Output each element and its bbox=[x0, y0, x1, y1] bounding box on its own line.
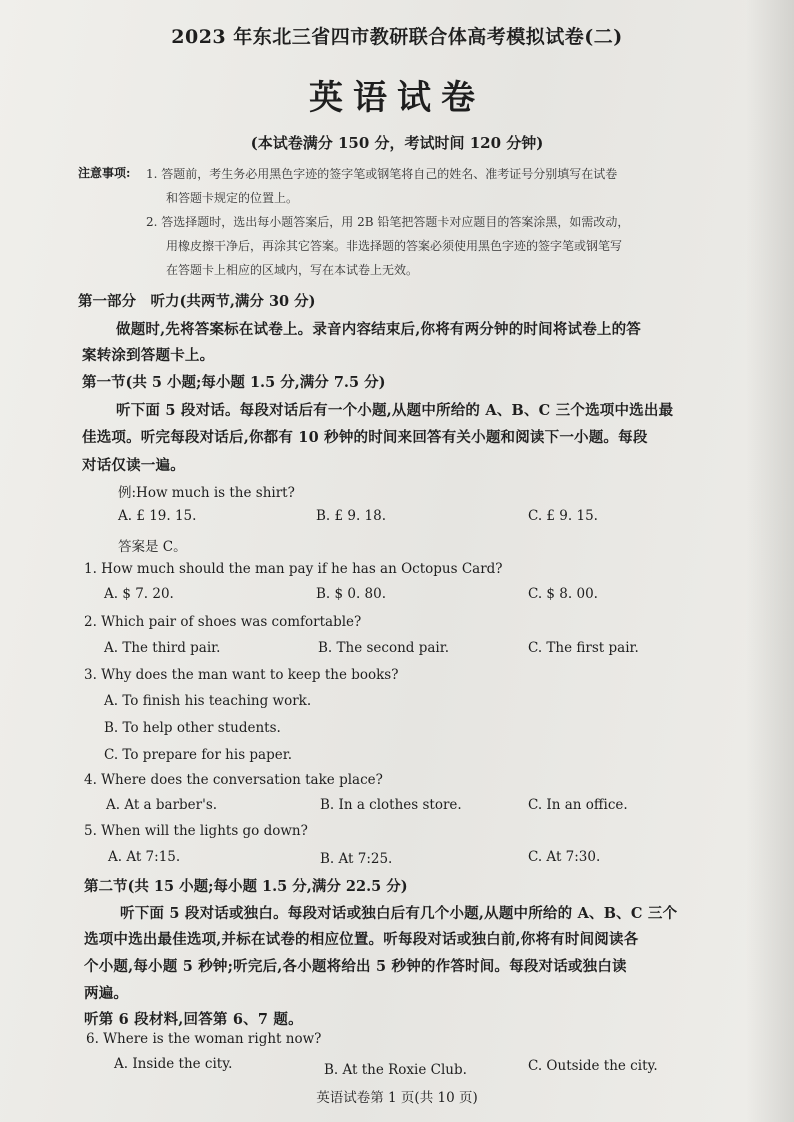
question-3: 3. Why does the man want to keep the books? bbox=[84, 667, 399, 683]
q6-option-a: A. Inside the city. bbox=[114, 1056, 233, 1072]
q5-option-a: A. At 7:15. bbox=[108, 849, 181, 865]
question-4: 4. Where does the conversation take place? bbox=[84, 772, 383, 788]
q2-option-a: A. The third pair. bbox=[104, 640, 221, 656]
notice-item2-line3: 在答题卡上相应的区域内，写在本试卷上无效。 bbox=[166, 263, 419, 277]
part1-intro-line1: 做题时,先将答案标在试卷上。录音内容结束后,你将有两分钟的时间将试卷上的答 bbox=[116, 321, 641, 338]
notice-item2-line2: 用橡皮擦干净后，再涂其它答案。非选择题的答案必须使用黑色字迹的签字笔或钢笔写 bbox=[166, 239, 623, 253]
q5-option-c: C. At 7:30. bbox=[528, 849, 601, 865]
section1-intro-line2: 佳选项。听完每段对话后,你都有 10 秒钟的时间来回答有关小题和阅读下一小题。每段 bbox=[82, 429, 648, 446]
part1-heading: 第一部分 听力(共两节,满分 30 分) bbox=[78, 293, 316, 310]
exam-info: (本试卷满分 150 分，考试时间 120 分钟) bbox=[250, 134, 544, 152]
example-option-b: B. £ 9. 18. bbox=[316, 508, 387, 524]
q3-option-a: A. To finish his teaching work. bbox=[104, 693, 312, 709]
section1-heading: 第一节(共 5 小题;每小题 1.5 分,满分 7.5 分) bbox=[82, 374, 386, 391]
section2-intro-line2: 选项中选出最佳选项,并标在试卷的相应位置。听每段对话或独白前,你将有时间阅读各 bbox=[84, 931, 639, 948]
example-option-c: C. £ 9. 15. bbox=[528, 508, 598, 524]
q4-option-a: A. At a barber's. bbox=[106, 797, 218, 813]
exam-title: 2023 年东北三省四市教研联合体高考模拟试卷(二) bbox=[171, 26, 623, 48]
subject-title: 英语试卷 bbox=[309, 78, 485, 118]
question-5: 5. When will the lights go down? bbox=[84, 823, 308, 839]
q4-option-b: B. In a clothes store. bbox=[320, 797, 462, 813]
q1-option-b: B. $ 0. 80. bbox=[316, 586, 387, 602]
notice-item1-line1: 1. 答题前，考生务必用黑色字迹的签字笔或钢笔将自己的姓名、准考证号分别填写在试卷 bbox=[146, 167, 618, 181]
page-edge-shadow bbox=[746, 0, 794, 1122]
section2-intro-line3: 个小题,每小题 5 秒钟;听完后,各小题将给出 5 秒钟的作答时间。每段对话或独白读 bbox=[84, 958, 627, 975]
q1-option-c: C. $ 8. 00. bbox=[528, 586, 598, 602]
q2-option-b: B. The second pair. bbox=[318, 640, 449, 656]
part1-intro-line2: 案转涂到答题卡上。 bbox=[82, 347, 215, 364]
question-2: 2. Which pair of shoes was comfortable? bbox=[84, 614, 362, 630]
notice-item1-line2: 和答题卡规定的位置上。 bbox=[166, 191, 299, 205]
section1-intro-line1: 听下面 5 段对话。每段对话后有一个小题,从题中所给的 A、B、C 三个选项中选出最 bbox=[116, 402, 674, 419]
q5-option-b: B. At 7:25. bbox=[320, 851, 393, 867]
example-option-a: A. £ 19. 15. bbox=[118, 508, 197, 524]
example-answer: 答案是 C。 bbox=[118, 539, 187, 555]
example-question: 例:How much is the shirt? bbox=[118, 485, 295, 501]
section2-intro-line4: 两遍。 bbox=[84, 985, 129, 1002]
q2-option-c: C. The first pair. bbox=[528, 640, 639, 656]
q6-option-c: C. Outside the city. bbox=[528, 1058, 658, 1074]
question-1: 1. How much should the man pay if he has an Octopus Card? bbox=[84, 561, 503, 577]
question-6: 6. Where is the woman right now? bbox=[86, 1031, 322, 1047]
notice-item2-line1: 2. 答选择题时，选出每小题答案后，用 2B 铅笔把答题卡对应题目的答案涂黑，如需改动， bbox=[146, 215, 630, 229]
q4-option-c: C. In an office. bbox=[528, 797, 628, 813]
section1-intro-line3: 对话仅读一遍。 bbox=[82, 457, 185, 474]
page-footer: 英语试卷第 1 页(共 10 页) bbox=[316, 1090, 478, 1106]
q3-option-c: C. To prepare for his paper. bbox=[104, 747, 292, 763]
notice-label: 注意事项: bbox=[78, 166, 131, 180]
q1-option-a: A. $ 7. 20. bbox=[104, 586, 174, 602]
q6-option-b: B. At the Roxie Club. bbox=[324, 1062, 467, 1078]
q3-option-b: B. To help other students. bbox=[104, 720, 281, 736]
material-6-note: 听第 6 段材料,回答第 6、7 题。 bbox=[84, 1011, 303, 1028]
section2-heading: 第二节(共 15 小题;每小题 1.5 分,满分 22.5 分) bbox=[84, 878, 408, 895]
section2-intro-line1: 听下面 5 段对话或独白。每段对话或独白后有几个小题,从题中所给的 A、B、C 三个 bbox=[120, 905, 678, 922]
